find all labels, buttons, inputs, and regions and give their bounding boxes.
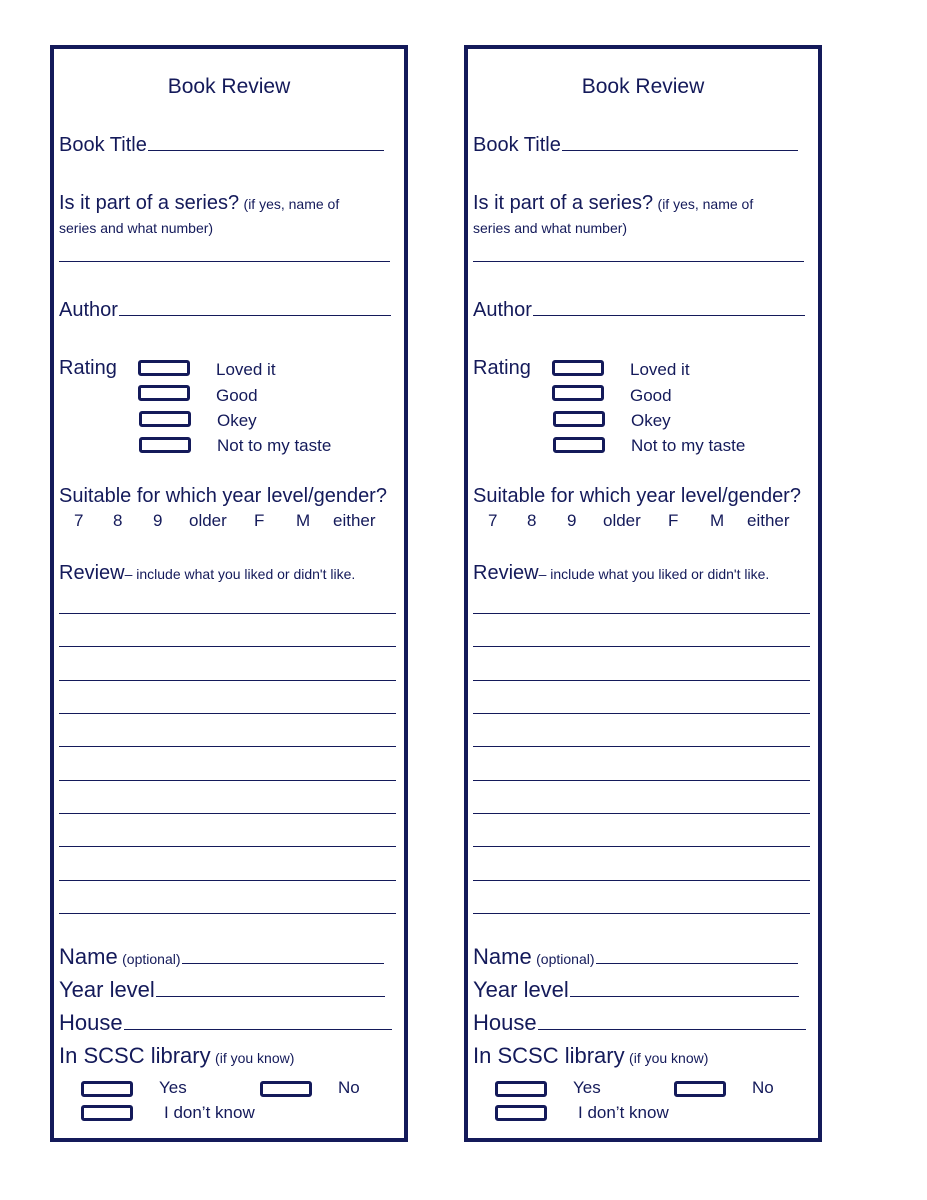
rating-label: Rating [473, 357, 531, 379]
author-line[interactable] [119, 315, 391, 316]
year-level-label: Year level [59, 977, 155, 1002]
library-label: In SCSC library [473, 1043, 625, 1068]
suitable-option-8[interactable]: 8 [113, 511, 123, 530]
review-line[interactable] [59, 680, 396, 681]
suitable-option-7[interactable]: 7 [74, 511, 84, 530]
author-label: Author [473, 299, 532, 321]
suitable-option-f[interactable]: F [668, 511, 679, 530]
review-line[interactable] [473, 680, 810, 681]
house-label: House [473, 1010, 537, 1035]
rating-option-good: Good [216, 386, 258, 405]
library-checkbox-yes[interactable] [81, 1081, 133, 1097]
author-line[interactable] [533, 315, 805, 316]
rating-option-loved: Loved it [630, 360, 690, 379]
name-label: Name [59, 944, 118, 969]
rating-checkbox-good[interactable] [552, 385, 604, 401]
year-level-line[interactable] [156, 996, 385, 997]
review-line[interactable] [473, 646, 810, 647]
review-line[interactable] [59, 780, 396, 781]
rating-label: Rating [59, 357, 117, 379]
review-line[interactable] [59, 713, 396, 714]
book-title-field[interactable] [59, 134, 384, 157]
library-option-dont-know: I don’t know [164, 1103, 255, 1122]
book-title-line[interactable] [148, 150, 384, 151]
name-hint: (optional) [536, 951, 595, 967]
name-hint: (optional) [122, 951, 181, 967]
house-field[interactable] [59, 1010, 392, 1036]
year-level-field[interactable] [473, 977, 799, 1003]
series-hint-line2: series and what number) [59, 220, 214, 236]
library-checkbox-no[interactable] [674, 1081, 726, 1097]
author-field[interactable] [59, 299, 391, 322]
review-card-left [50, 45, 408, 1142]
series-question-label: Is it part of a series? [59, 192, 240, 214]
review-card-right [464, 45, 822, 1142]
suitable-option-9[interactable]: 9 [567, 511, 577, 530]
review-line[interactable] [59, 746, 396, 747]
review-line[interactable] [473, 713, 810, 714]
rating-checkbox-not-my-taste[interactable] [139, 437, 191, 453]
library-label: In SCSC library [59, 1043, 211, 1068]
series-answer-line[interactable] [59, 261, 390, 262]
card-title: Book Review [167, 75, 291, 98]
review-label: Review [59, 562, 125, 584]
rating-option-not-my-taste: Not to my taste [217, 436, 332, 455]
book-title-line[interactable] [562, 150, 798, 151]
series-hint-line1: (if yes, name of [657, 196, 754, 212]
suitable-option-9[interactable]: 9 [153, 511, 163, 530]
rating-checkbox-loved[interactable] [138, 360, 190, 376]
series-question [59, 192, 339, 215]
library-checkbox-dont-know[interactable] [81, 1105, 133, 1121]
review-line[interactable] [59, 646, 396, 647]
series-answer-line[interactable] [473, 261, 804, 262]
suitable-option-either[interactable]: either [747, 511, 790, 530]
library-option-no: No [338, 1078, 360, 1097]
rating-checkbox-okey[interactable] [139, 411, 191, 427]
review-heading [473, 562, 769, 585]
library-checkbox-no[interactable] [260, 1081, 312, 1097]
review-hint: – include what you liked or didn't like. [538, 566, 770, 582]
name-label: Name [473, 944, 532, 969]
review-line[interactable] [59, 813, 396, 814]
book-title-label: Book Title [473, 134, 561, 156]
review-line[interactable] [473, 846, 810, 847]
rating-checkbox-okey[interactable] [553, 411, 605, 427]
rating-option-not-my-taste: Not to my taste [631, 436, 746, 455]
year-level-line[interactable] [570, 996, 799, 997]
name-field[interactable] [59, 944, 384, 970]
house-field[interactable] [473, 1010, 806, 1036]
suitable-option-either[interactable]: either [333, 511, 376, 530]
suitable-option-older[interactable]: older [603, 511, 641, 530]
suitable-option-m[interactable]: M [710, 511, 725, 530]
library-question [473, 1043, 708, 1069]
rating-option-okey: Okey [217, 411, 257, 430]
house-label: House [59, 1010, 123, 1035]
name-field[interactable] [473, 944, 798, 970]
suitable-option-m[interactable]: M [296, 511, 311, 530]
rating-checkbox-loved[interactable] [552, 360, 604, 376]
author-field[interactable] [473, 299, 805, 322]
series-hint-line1: (if yes, name of [243, 196, 340, 212]
library-option-yes: Yes [573, 1078, 601, 1097]
review-line[interactable] [473, 613, 810, 614]
review-line[interactable] [473, 780, 810, 781]
review-label: Review [473, 562, 539, 584]
review-line[interactable] [59, 613, 396, 614]
house-line[interactable] [538, 1029, 806, 1030]
review-line[interactable] [473, 746, 810, 747]
library-question [59, 1043, 294, 1069]
series-hint-line2: series and what number) [473, 220, 628, 236]
library-option-dont-know: I don’t know [578, 1103, 669, 1122]
suitable-option-older[interactable]: older [189, 511, 227, 530]
library-option-yes: Yes [159, 1078, 187, 1097]
review-line[interactable] [473, 813, 810, 814]
series-question-label: Is it part of a series? [473, 192, 654, 214]
rating-option-okey: Okey [631, 411, 671, 430]
author-label: Author [59, 299, 118, 321]
suitable-question: Suitable for which year level/gender? [473, 485, 801, 507]
series-question [473, 192, 753, 215]
book-title-field[interactable] [473, 134, 798, 157]
suitable-option-7[interactable]: 7 [488, 511, 498, 530]
library-option-no: No [752, 1078, 774, 1097]
year-level-label: Year level [473, 977, 569, 1002]
rating-option-loved: Loved it [216, 360, 276, 379]
library-checkbox-dont-know[interactable] [495, 1105, 547, 1121]
library-hint: (if you know) [629, 1050, 709, 1066]
name-line[interactable] [596, 963, 798, 964]
book-title-label: Book Title [59, 134, 147, 156]
rating-checkbox-good[interactable] [138, 385, 190, 401]
review-line[interactable] [59, 913, 396, 914]
suitable-question: Suitable for which year level/gender? [59, 485, 387, 507]
card-title: Book Review [581, 75, 705, 98]
review-line[interactable] [59, 846, 396, 847]
suitable-option-8[interactable]: 8 [527, 511, 537, 530]
review-line[interactable] [473, 880, 810, 881]
rating-option-good: Good [630, 386, 672, 405]
review-heading [59, 562, 355, 585]
library-checkbox-yes[interactable] [495, 1081, 547, 1097]
year-level-field[interactable] [59, 977, 385, 1003]
house-line[interactable] [124, 1029, 392, 1030]
rating-checkbox-not-my-taste[interactable] [553, 437, 605, 453]
name-line[interactable] [182, 963, 384, 964]
review-line[interactable] [473, 913, 810, 914]
review-hint: – include what you liked or didn't like. [124, 566, 356, 582]
library-hint: (if you know) [215, 1050, 295, 1066]
review-line[interactable] [59, 880, 396, 881]
suitable-option-f[interactable]: F [254, 511, 265, 530]
